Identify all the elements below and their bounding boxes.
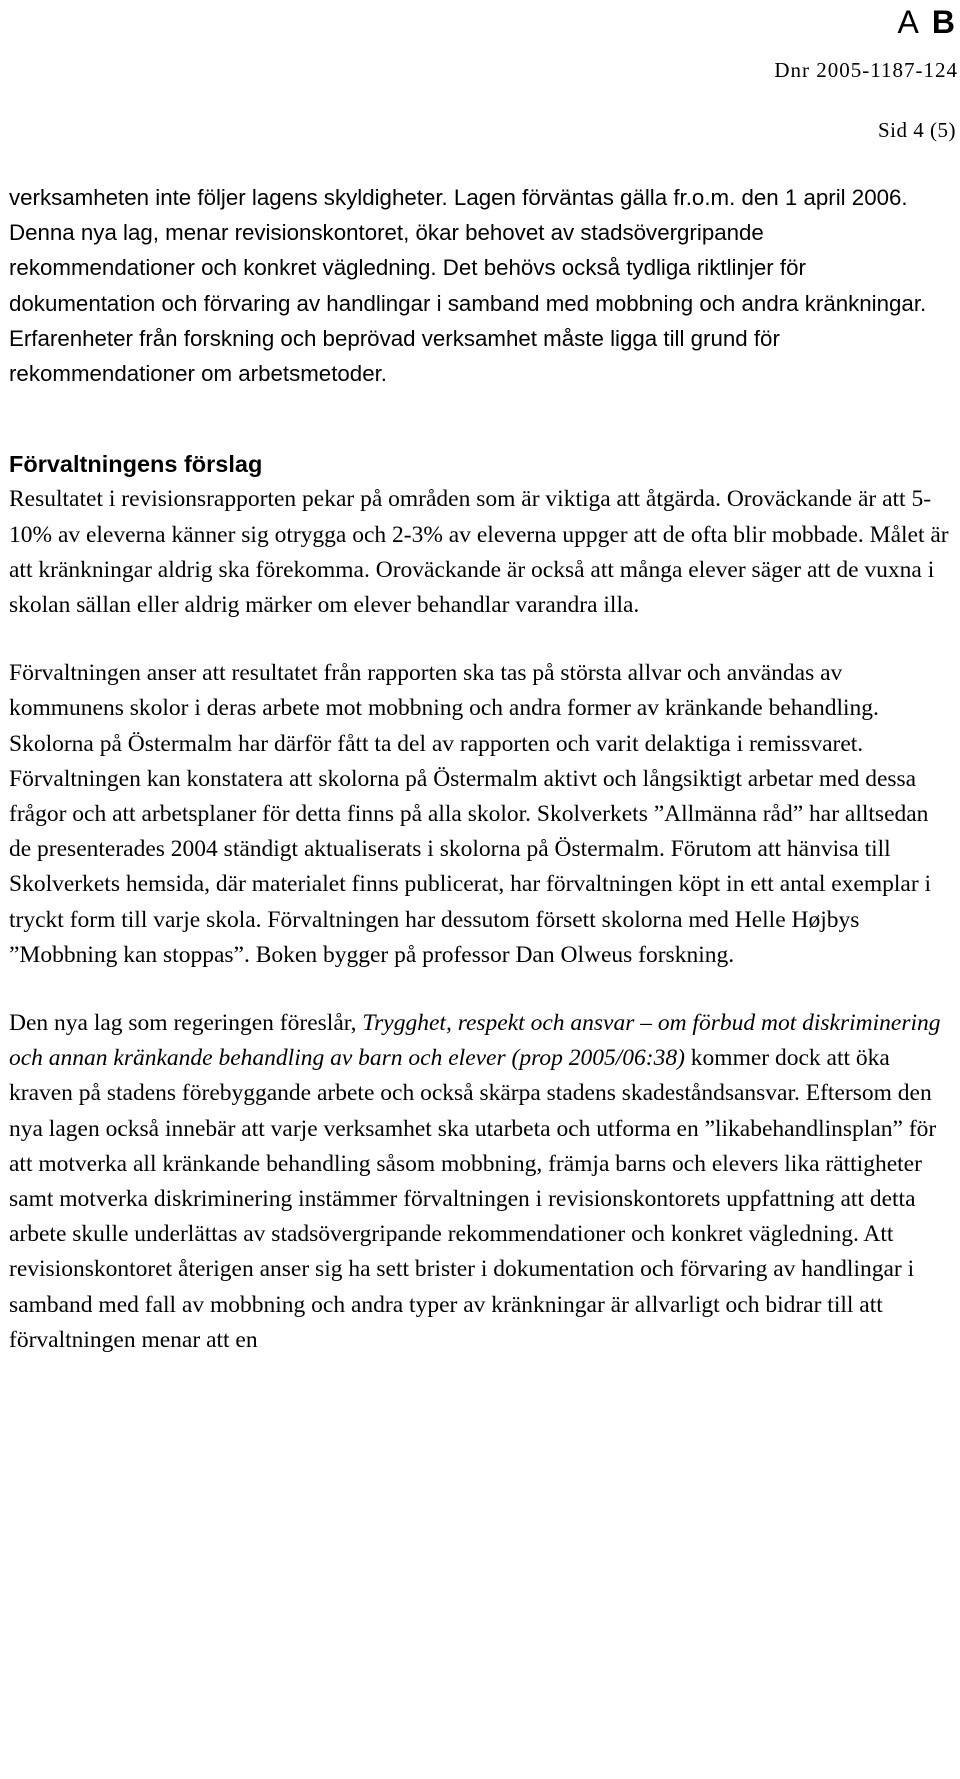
- logo-letter-b: B: [931, 4, 956, 40]
- paragraph-3: [9, 1006, 951, 1358]
- page-number: Sid 4 (5): [878, 118, 956, 142]
- spacer: [9, 973, 951, 1006]
- paragraph-2: Förvaltningen anser att resultatet från rapporten ska tas på största allvar och användas av kommunens skolor i deras arbete mot mobbning och andra former av kränkande behandling. Skolorna på Östermalm har därför fått ta del av rapporten och varit delaktiga i remissvaret. Förvaltningen kan konstatera att skolorna på Östermalm aktivt och långsiktigt arbetar med dessa frågor och att arbetsplaner för detta finns på alla skolor. Skolverkets ”Allmänna råd” har alltsedan de presenterades 2004 ständigt aktualiserats i skolorna på Östermalm. Förutom att hänvisa till Skolverkets hemsida, där materialet finns publicerat, har förvaltningen köpt in ett antal exemplar i tryckt form till varje skola. Förvaltningen har dessutom försett skolorna med Helle Højbys ”Mobbning kan stoppas”. Boken bygger på professor Dan Olweus forskning.: [9, 660, 932, 968]
- logo: [898, 6, 956, 38]
- paragraph-3-rest: kommer dock att öka kraven på stadens förebyggande arbete och också skärpa stadens skadeståndsansvar. Eftersom den nya lagen också innebär att varje verksamhet ska utarbeta och utforma en ”likabehandlinsplan” för att motverka all kränkande behandling såsom mobbning, främja barns och elevers lika rättigheter samt motverka diskriminering instämmer förvaltningen i revisionskontorets uppfattning att detta arbete skulle underlättas av stadsövergripande rekommendationer och konkret vägledning. Att revisionskontoret återigen anser sig ha sett brister i dokumentation och förvaring av handlingar i samband med fall av mobbning och andra typer av kränkningar är allvarligt och bidrar till att förvaltningen menar att en: [9, 1045, 937, 1353]
- document-number: Dnr 2005-1187-124: [774, 58, 958, 82]
- document-body: [9, 180, 951, 1358]
- spacer: [9, 623, 951, 656]
- paragraph-1: Resultatet i revisionsrapporten pekar på områden som är viktiga att åtgärda. Oroväckande är att 5-10% av eleverna känner sig otrygga och 2-3% av eleverna uppger att de ofta blir mobbade. Målet är att kränkningar aldrig ska förekomma. Oroväckande är också att många elever säger att de vuxna i skolan sällan eller aldrig märker om elever behandlar varandra illa.: [9, 486, 949, 619]
- intro-paragraph: verksamheten inte följer lagens skyldigheter. Lagen förväntas gälla fr.o.m. den 1 april 2006. Denna nya lag, menar revisionskontoret, ökar behovet av stadsövergripande rekommendationer och konkret vägledning. Det behövs också tydliga riktlinjer för dokumentation och förvaring av handlingar i samband med mobbning och andra kränkningar. Erfarenheter från forskning och beprövad verksamhet måste ligga till grund för rekommendationer om arbetsmetoder.: [9, 185, 927, 387]
- logo-letter-a: A: [897, 4, 920, 40]
- paragraph-3-start: Den nya lag som regeringen föreslår,: [9, 1010, 363, 1037]
- spacer: [9, 391, 951, 447]
- bill-title: Trygghet, respekt och ansvar – om förbud mot diskriminering och annan kränkande behandling av barn och elever (prop 2005/06:38): [9, 1010, 941, 1072]
- section-heading: Förvaltningens förslag: [9, 451, 263, 478]
